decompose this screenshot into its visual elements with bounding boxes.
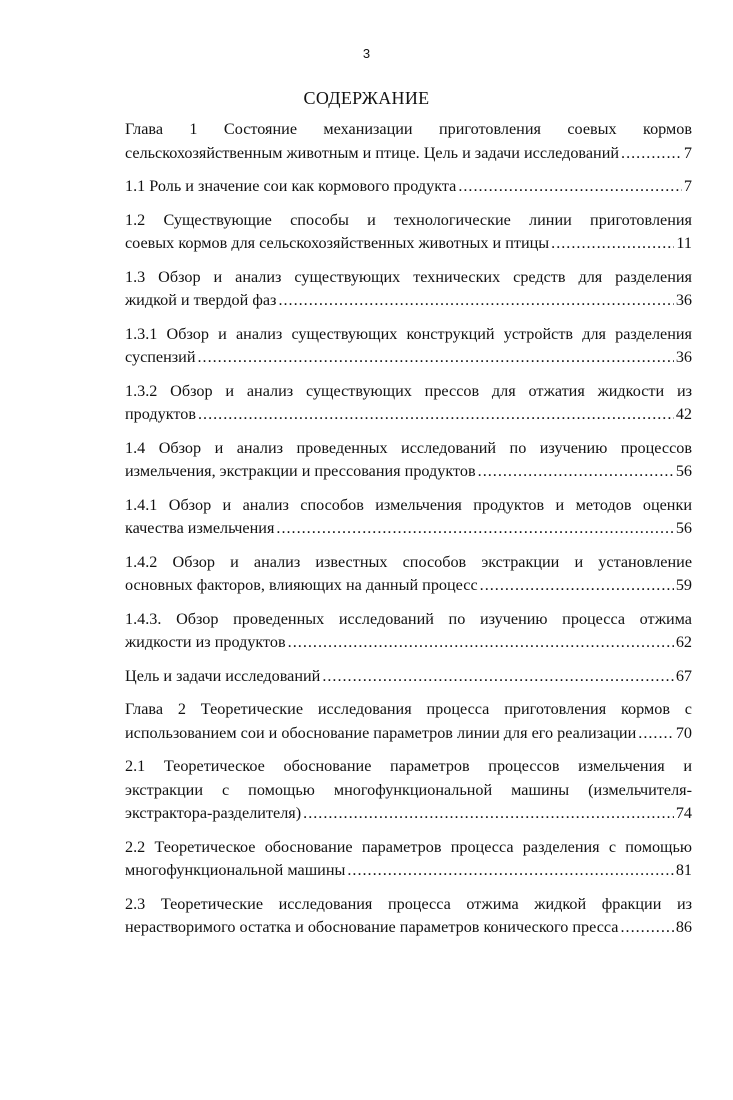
dot-leader [288,631,674,655]
toc-entry-last-line [125,665,692,689]
toc-entry-last-line [125,517,692,541]
toc-entry-page-number: 67 [675,666,692,685]
toc-entry-line: Глава 1 Состояние механизации приготовления соевых кормов [125,120,692,138]
toc-entry [125,665,692,689]
toc-entry [125,893,692,940]
toc-entry-last-line [125,916,692,940]
toc-entry-line: 1.4.1 Обзор и анализ способов измельчения продуктов и методов оценки [125,495,692,514]
dot-leader [197,346,673,370]
dot-leader [478,460,674,484]
toc-entry-line: 1.2 Существующие способы и технологические линии приготовления [125,210,692,229]
toc-entry-page-number: 42 [675,405,692,423]
toc-entry-text: качества измельчения [125,519,275,537]
toc-entry-line: 1.4.3. Обзор проведенных исследований по изучению процесса отжима [125,609,692,628]
toc-entry [125,437,692,484]
toc-entry-line: Глава 2 Теоретические исследования процесса приготовления кормов с [125,700,692,718]
toc-entry-last-line [125,631,692,655]
toc-entry-page-number: 70 [675,723,692,742]
toc-entry-line: 1.4 Обзор и анализ проведенных исследований по изучению процессов [125,438,692,457]
dot-leader [198,403,674,427]
toc-entry-line: 1.3 Обзор и анализ существующих технических средств для разделения [125,267,692,286]
dot-leader [620,916,673,940]
toc-entry [125,494,692,541]
toc-entry-line: 1.4.2 Обзор и анализ известных способов экстракции и установление [125,552,692,571]
toc-entry [125,118,692,165]
toc-entry-text: жидкой и твердой фаз [125,291,277,309]
toc-entry-line: 1.3.2 Обзор и анализ существующих прессов для отжатия жидкости из [125,381,692,400]
toc-entry-line: 2.3 Теоретические исследования процесса отжима жидкой фракции из [125,894,692,913]
toc-entry-line: 2.1 Теоретическое обоснование параметров процессов измельчения и [125,757,692,775]
dot-leader [347,859,673,883]
toc-entry-line: экстракции с помощью многофункциональной машины (измельчителя- [125,780,692,799]
toc-entry-page-number: 62 [675,633,692,651]
dot-leader [458,175,682,199]
toc-entry-last-line [125,859,692,883]
toc-entry [125,608,692,655]
page-number: 3 [362,46,371,61]
toc-entry-text: соевых кормов для сельскохозяйственных животных и птицы [125,234,550,252]
dot-leader [480,574,674,598]
toc-entry-last-line [125,574,692,598]
toc-entry-text: многофункциональной машины [125,861,346,879]
dot-leader [322,665,674,689]
dot-leader [278,289,673,313]
toc-entry-last-line [125,722,692,746]
toc-entry-line: 1.3.1 Обзор и анализ существующих конструкций устройств для разделения [125,324,692,343]
toc-entry-text: 1.1 Роль и значение сои как кормового продукта [125,177,457,195]
toc-entry [125,551,692,598]
toc-entry-last-line [125,175,692,199]
toc-entry-text: продуктов [125,405,196,423]
toc-entry-page-number: 74 [675,804,692,822]
toc-entry-page-number: 86 [675,918,692,936]
toc-entry-text: сельскохозяйственным животным и птице. Цель и задачи исследований [125,143,620,162]
toc-entry-last-line [125,346,692,370]
toc-entry-text: Цель и задачи исследований [125,666,321,685]
table-of-contents [125,118,692,950]
toc-entry [125,698,692,745]
toc-entry-last-line [125,289,692,313]
dot-leader [621,142,682,166]
page-title: СОДЕРЖАНИЕ [303,88,430,108]
toc-entry-page-number: 11 [676,234,692,252]
dot-leader [551,232,674,256]
toc-entry-text: экстрактора-разделителя) [125,804,302,822]
toc-entry-page-number: 56 [675,462,692,480]
dot-leader [303,802,674,826]
toc-entry-last-line [125,460,692,484]
toc-entry [125,266,692,313]
toc-entry-page-number: 7 [683,177,692,195]
toc-entry [125,836,692,883]
dot-leader [276,517,673,541]
toc-entry-last-line [125,403,692,427]
toc-entry-page-number: 36 [675,348,692,366]
toc-entry [125,209,692,256]
toc-entry [125,323,692,370]
toc-entry-line: 2.2 Теоретическое обоснование параметров процесса разделения с помощью [125,837,692,856]
toc-entry-text: нерастворимого остатка и обоснование параметров конического пресса [125,918,619,936]
toc-entry-text: суспензий [125,348,196,366]
toc-entry-text: использованием сои и обоснование параметров линии для его реализации [125,723,637,742]
toc-entry [125,380,692,427]
toc-entry-text: основных факторов, влияющих на данный процесс [125,576,478,594]
toc-entry-page-number: 7 [683,143,692,162]
toc-entry-page-number: 81 [675,861,692,879]
toc-entry-last-line [125,802,692,826]
toc-entry-last-line [125,142,692,166]
toc-entry [125,175,692,199]
toc-entry-page-number: 59 [675,576,692,594]
toc-entry [125,755,692,826]
toc-entry-text: измельчения, экстракции и прессования продуктов [125,462,476,480]
toc-entry-text: жидкости из продуктов [125,633,286,651]
dot-leader [638,722,674,746]
toc-entry-page-number: 36 [675,291,692,309]
toc-entry-page-number: 56 [675,519,692,537]
toc-entry-last-line [125,232,692,256]
